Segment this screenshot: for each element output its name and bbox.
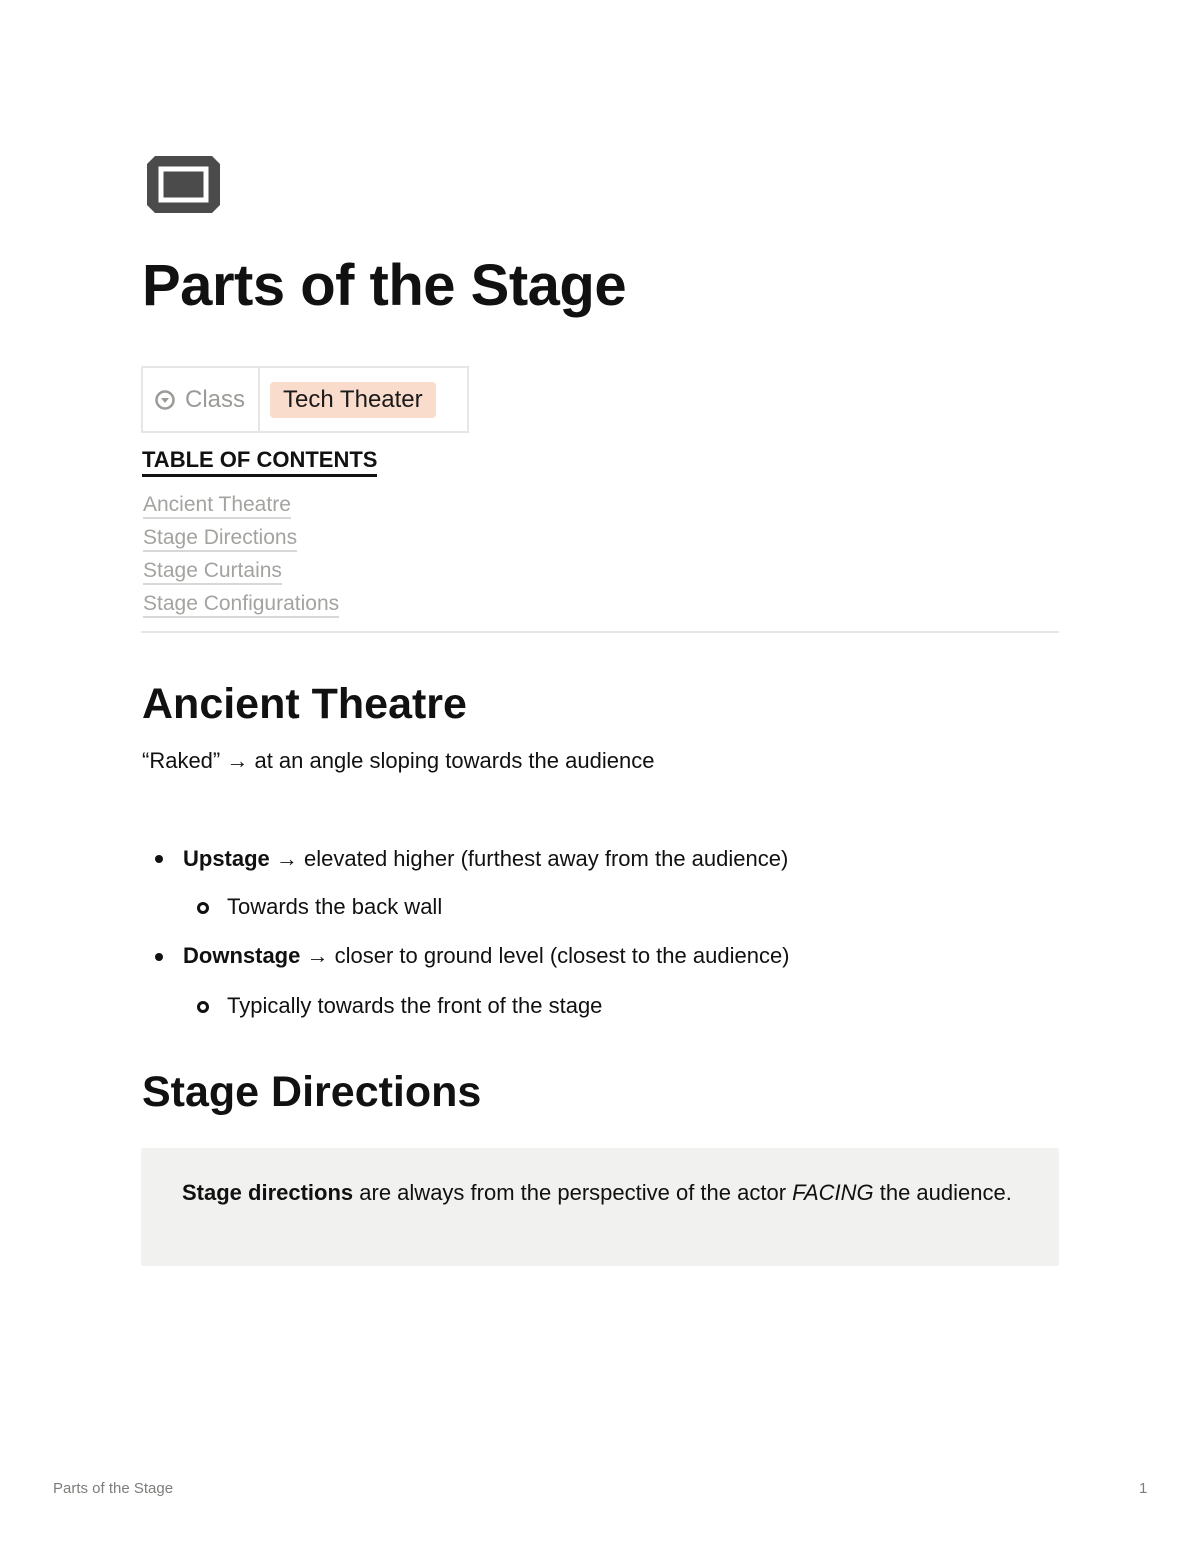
sub-bullet-circle xyxy=(197,1001,209,1013)
select-property-icon xyxy=(155,390,175,410)
property-label xyxy=(143,368,260,431)
downstage-description: → closer to ground level (closest to the audience) xyxy=(300,943,790,968)
footer-title: Parts of the Stage xyxy=(53,1480,174,1497)
table-of-contents xyxy=(143,492,339,624)
term-downstage: Downstage xyxy=(183,943,301,968)
toc-link-ancient-theatre[interactable]: Ancient Theatre xyxy=(143,493,291,519)
toc-link-stage-curtains[interactable]: Stage Curtains xyxy=(143,559,282,585)
list-item xyxy=(183,942,790,970)
callout-italic: FACING xyxy=(792,1180,874,1205)
callout-text-end: the audience. xyxy=(873,1180,1012,1205)
toc-heading: TABLE OF CONTENTS xyxy=(142,448,377,477)
property-value[interactable] xyxy=(260,368,467,431)
bullet-dot xyxy=(155,855,163,863)
page-title: Parts of the Stage xyxy=(142,253,627,318)
page-number: 1 xyxy=(1139,1480,1148,1497)
bullet-dot xyxy=(155,953,163,961)
sub-bullet-circle xyxy=(197,902,209,914)
upstage-description: → elevated higher (furthest away from the audience) xyxy=(269,846,789,871)
toc-link-stage-directions[interactable]: Stage Directions xyxy=(143,526,297,552)
screen-frame-icon xyxy=(147,156,220,213)
heading-ancient-theatre: Ancient Theatre xyxy=(142,680,467,728)
callout-block xyxy=(141,1148,1059,1266)
callout-bold: Stage directions xyxy=(182,1180,354,1205)
list-item: Typically towards the front of the stage xyxy=(227,993,603,1018)
heading-stage-directions: Stage Directions xyxy=(142,1068,482,1116)
property-label-text: Class xyxy=(185,385,246,413)
divider xyxy=(141,631,1059,633)
toc-link-stage-configurations[interactable]: Stage Configurations xyxy=(143,592,339,618)
raked-paragraph: “Raked” → at an angle sloping towards the audience xyxy=(142,748,655,773)
class-tag[interactable]: Tech Theater xyxy=(270,382,436,418)
list-item xyxy=(183,845,788,873)
property-row xyxy=(141,366,469,433)
list-item: Towards the back wall xyxy=(227,894,443,919)
term-upstage: Upstage xyxy=(183,846,270,871)
callout-text: are always from the perspective of the actor xyxy=(353,1180,793,1205)
